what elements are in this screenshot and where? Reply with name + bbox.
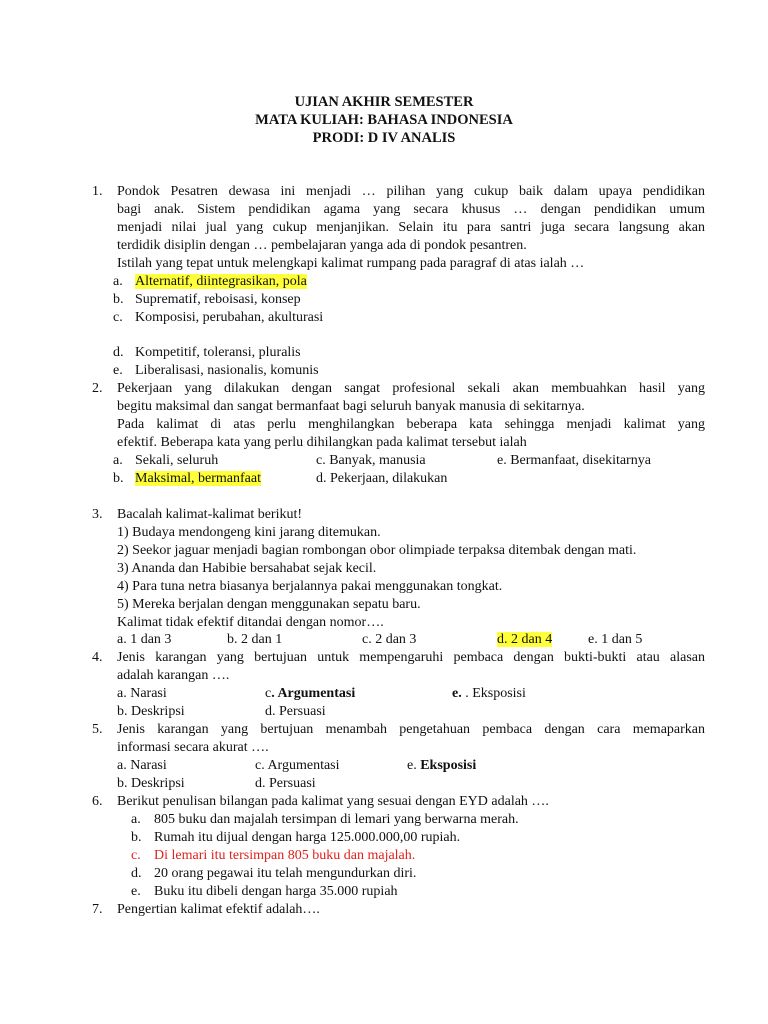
question-prompt: Istilah yang tepat untuk melengkapi kalimat rumpang pada paragraf di atas ialah …: [117, 256, 585, 271]
option-text-highlighted: Maksimal, bermanfaat: [135, 471, 261, 486]
question-number: 7.: [92, 902, 103, 917]
option-text: b. 2 dan 1: [227, 632, 283, 647]
option-letter: e.: [113, 363, 123, 378]
option-text: 805 buku dan majalah tersimpan di lemari yang berwarna merah.: [154, 812, 519, 827]
option-text: d. Pekerjaan, dilakukan: [316, 471, 448, 486]
option-letter: b.: [113, 292, 124, 307]
option-text: c. Banyak, manusia: [316, 453, 426, 468]
option-text: b. Deskripsi: [117, 776, 185, 791]
option-letter: a.: [131, 812, 141, 827]
option-letter: d.: [113, 345, 124, 360]
option-text: e. . Eksposisi: [452, 686, 526, 701]
option-letter: a.: [113, 453, 123, 468]
option-text: Suprematif, reboisasi, konsep: [135, 292, 301, 307]
option-text: e. Eksposisi: [407, 758, 477, 773]
option-text: a. Narasi: [117, 758, 167, 773]
option-text: c. Argumentasi: [265, 686, 356, 701]
option-text: Liberalisasi, nasionalis, komunis: [135, 363, 319, 378]
statement-line: 1) Budaya mendongeng kini jarang ditemukan.: [117, 525, 381, 540]
option-text-answer: Di lemari itu tersimpan 805 buku dan majalah.: [154, 848, 416, 863]
option-letter: c.: [113, 310, 123, 325]
option-letter: b.: [131, 830, 142, 845]
option-text: Kompetitif, toleransi, pluralis: [135, 345, 301, 360]
option-text: 20 orang pegawai itu telah mengundurkan diri.: [154, 866, 417, 881]
question-number: 2.: [92, 381, 103, 396]
question-text-line: adalah karangan ….: [117, 668, 230, 683]
statement-line: 5) Mereka berjalan dengan menggunakan sepatu baru.: [117, 597, 421, 612]
option-text-highlighted: Alternatif, diintegrasikan, pola: [135, 274, 307, 289]
option-text: Komposisi, perubahan, akulturasi: [135, 310, 324, 325]
option-text-highlighted: d. 2 dan 4: [497, 632, 553, 647]
question-text-line: begitu maksimal dan sangat bermanfaat bagi seluruh banyak manusia di sekitarnya.: [117, 399, 585, 414]
question-text-line: Berikut penulisan bilangan pada kalimat yang sesuai dengan EYD adalah ….: [117, 794, 549, 809]
option-letter: b.: [113, 471, 124, 486]
question-text-line: Pada kalimat di atas perlu menghilangkan beberapa kata sehingga menjadi kalimat yang: [117, 417, 705, 432]
question-text-line: Jenis karangan yang bertujuan untuk mempengaruhi pembaca dengan bukti-bukti atau alasan: [117, 650, 705, 665]
option-text: b. Deskripsi: [117, 704, 185, 719]
question-number: 3.: [92, 507, 103, 522]
option-text: e. 1 dan 5: [588, 632, 643, 647]
option-letter: e.: [131, 884, 141, 899]
statement-line: 4) Para tuna netra biasanya berjalannya pakai menggunakan tongkat.: [117, 579, 503, 594]
course-title: MATA KULIAH: BAHASA INDONESIA: [255, 112, 513, 128]
option-letter: d.: [131, 866, 142, 881]
question-number: 1.: [92, 184, 103, 199]
question-text-line: Bacalah kalimat-kalimat berikut!: [117, 507, 303, 522]
option-letter: c.: [131, 848, 141, 863]
question-text-line: Pekerjaan yang dilakukan dengan sangat profesional sekali akan membuahkan hasil yang: [117, 381, 705, 396]
option-text: c. 2 dan 3: [362, 632, 417, 647]
option-text: c. Argumentasi: [255, 758, 340, 773]
option-text: Rumah itu dijual dengan harga 125.000.000,00 rupiah.: [154, 830, 461, 845]
question-text-line: Pengertian kalimat efektif adalah….: [117, 902, 320, 917]
question-text-line: informasi secara akurat ….: [117, 740, 269, 755]
option-text: d. Persuasi: [255, 776, 316, 791]
option-text: e. Bermanfaat, disekitarnya: [497, 453, 651, 468]
exam-title: UJIAN AKHIR SEMESTER: [294, 94, 474, 110]
question-number: 5.: [92, 722, 103, 737]
option-text: Sekali, seluruh: [135, 453, 219, 468]
question-text-line: bagi anak. Sistem pendidikan agama yang secara khusus … dengan pendidikan umum: [117, 202, 705, 217]
option-text: Buku itu dibeli dengan harga 35.000 rupiah: [154, 884, 398, 899]
statement-line: 3) Ananda dan Habibie bersahabat sejak kecil.: [117, 561, 377, 576]
option-text: d. Persuasi: [265, 704, 326, 719]
question-number: 6.: [92, 794, 103, 809]
program-title: PRODI: D IV ANALIS: [312, 130, 456, 146]
option-text: a. 1 dan 3: [117, 632, 172, 647]
question-prompt: efektif. Beberapa kata yang perlu dihilangkan pada kalimat tersebut ialah: [117, 435, 527, 450]
question-text-line: Pondok Pesatren dewasa ini menjadi … pilihan yang cukup baik dalam upaya pendidikan: [117, 184, 705, 199]
question-text-line: terdidik disiplin dengan … pembelajaran yanga ada di pondok pesantren.: [117, 238, 527, 253]
option-letter: a.: [113, 274, 123, 289]
option-text: a. Narasi: [117, 686, 167, 701]
question-prompt: Kalimat tidak efektif ditandai dengan nomor….: [117, 615, 384, 630]
statement-line: 2) Seekor jaguar menjadi bagian rombongan obor olimpiade terpaksa ditembak dengan mati.: [117, 543, 637, 558]
question-text-line: menjadi nilai jual yang cukup menjanjikan. Selain itu para santri juga secara langsung akan: [117, 220, 705, 235]
question-text-line: Jenis karangan yang bertujuan menambah pengetahuan pembaca dengan cara memaparkan: [117, 722, 705, 737]
question-number: 4.: [92, 650, 103, 665]
